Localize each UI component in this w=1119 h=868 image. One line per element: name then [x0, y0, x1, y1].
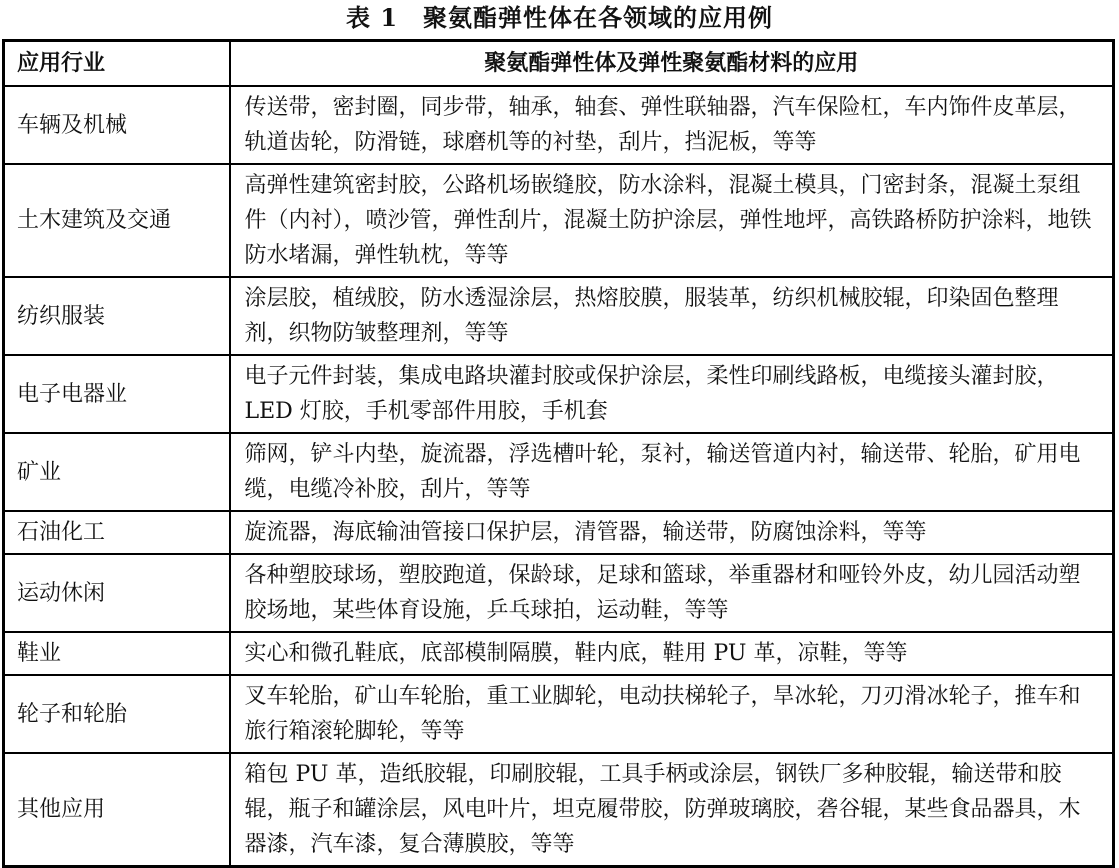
applications-table [2, 39, 1115, 868]
applications-cell: 各种塑胶球场，塑胶跑道，保龄球，足球和篮球，举重器材和哑铃外皮，幼儿园活动塑胶场地，某些体育设施，乒乓球拍，运动鞋，等等 [230, 554, 1114, 632]
industry-cell: 鞋业 [4, 632, 230, 675]
table-row [4, 355, 1114, 433]
header-applications: 聚氨酯弹性体及弹性聚氨酯材料的应用 [230, 41, 1114, 87]
industry-cell: 土木建筑及交通 [4, 164, 230, 277]
table-row [4, 675, 1114, 753]
applications-cell: 涂层胶，植绒胶，防水透湿涂层，热熔胶膜，服装革，纺织机械胶辊，印染固色整理剂，织物防皱整理剂，等等 [230, 277, 1114, 355]
applications-cell: 旋流器，海底输油管接口保护层，清管器，输送带，防腐蚀涂料，等等 [230, 511, 1114, 554]
applications-cell: 实心和微孔鞋底，底部模制隔膜，鞋内底，鞋用 PU 革，凉鞋，等等 [230, 632, 1114, 675]
applications-cell: 传送带，密封圈，同步带，轴承，轴套、弹性联轴器，汽车保险杠，车内饰件皮革层，轨道齿轮，防滑链，球磨机等的衬垫，刮片，挡泥板，等等 [230, 86, 1114, 164]
applications-cell: 箱包 PU 革，造纸胶辊，印刷胶辊，工具手柄或涂层，钢铁厂多种胶辊，输送带和胶辊，瓶子和罐涂层，风电叶片，坦克履带胶，防弹玻璃胶，砻谷辊，某些食品器具，木器漆，汽车漆，复合薄膜胶，等等 [230, 753, 1114, 867]
table-header-row [4, 41, 1114, 87]
table-row [4, 753, 1114, 867]
industry-cell: 纺织服装 [4, 277, 230, 355]
industry-cell: 矿业 [4, 433, 230, 511]
industry-cell: 电子电器业 [4, 355, 230, 433]
table-caption: 表 1 聚氨酯弹性体在各领域的应用例 [345, 3, 774, 32]
table-row [4, 86, 1114, 164]
industry-cell: 车辆及机械 [4, 86, 230, 164]
industry-cell: 运动休闲 [4, 554, 230, 632]
applications-cell: 高弹性建筑密封胶，公路机场嵌缝胶，防水涂料，混凝土模具，门密封条，混凝土泵组件（内衬），喷沙管，弹性刮片，混凝土防护涂层，弹性地坪，高铁路桥防护涂料，地铁防水堵漏，弹性轨枕，等等 [230, 164, 1114, 277]
applications-cell: 电子元件封装，集成电路块灌封胶或保护涂层，柔性印刷线路板，电缆接头灌封胶，LED 灯胶，手机零部件用胶，手机套 [230, 355, 1114, 433]
table-row [4, 277, 1114, 355]
table-row [4, 433, 1114, 511]
applications-cell: 叉车轮胎，矿山车轮胎，重工业脚轮，电动扶梯轮子，旱冰轮，刀刃滑冰轮子，推车和旅行箱滚轮脚轮，等等 [230, 675, 1114, 753]
document-page [2, 0, 1117, 868]
table-row [4, 632, 1114, 675]
industry-cell: 其他应用 [4, 753, 230, 867]
table-row [4, 554, 1114, 632]
header-industry: 应用行业 [4, 41, 230, 87]
table-row [4, 511, 1114, 554]
table-row [4, 164, 1114, 277]
industry-cell: 轮子和轮胎 [4, 675, 230, 753]
applications-cell: 筛网，铲斗内垫，旋流器，浮选槽叶轮，泵衬，输送管道内衬，输送带、轮胎，矿用电缆，电缆冷补胶，刮片，等等 [230, 433, 1114, 511]
industry-cell: 石油化工 [4, 511, 230, 554]
